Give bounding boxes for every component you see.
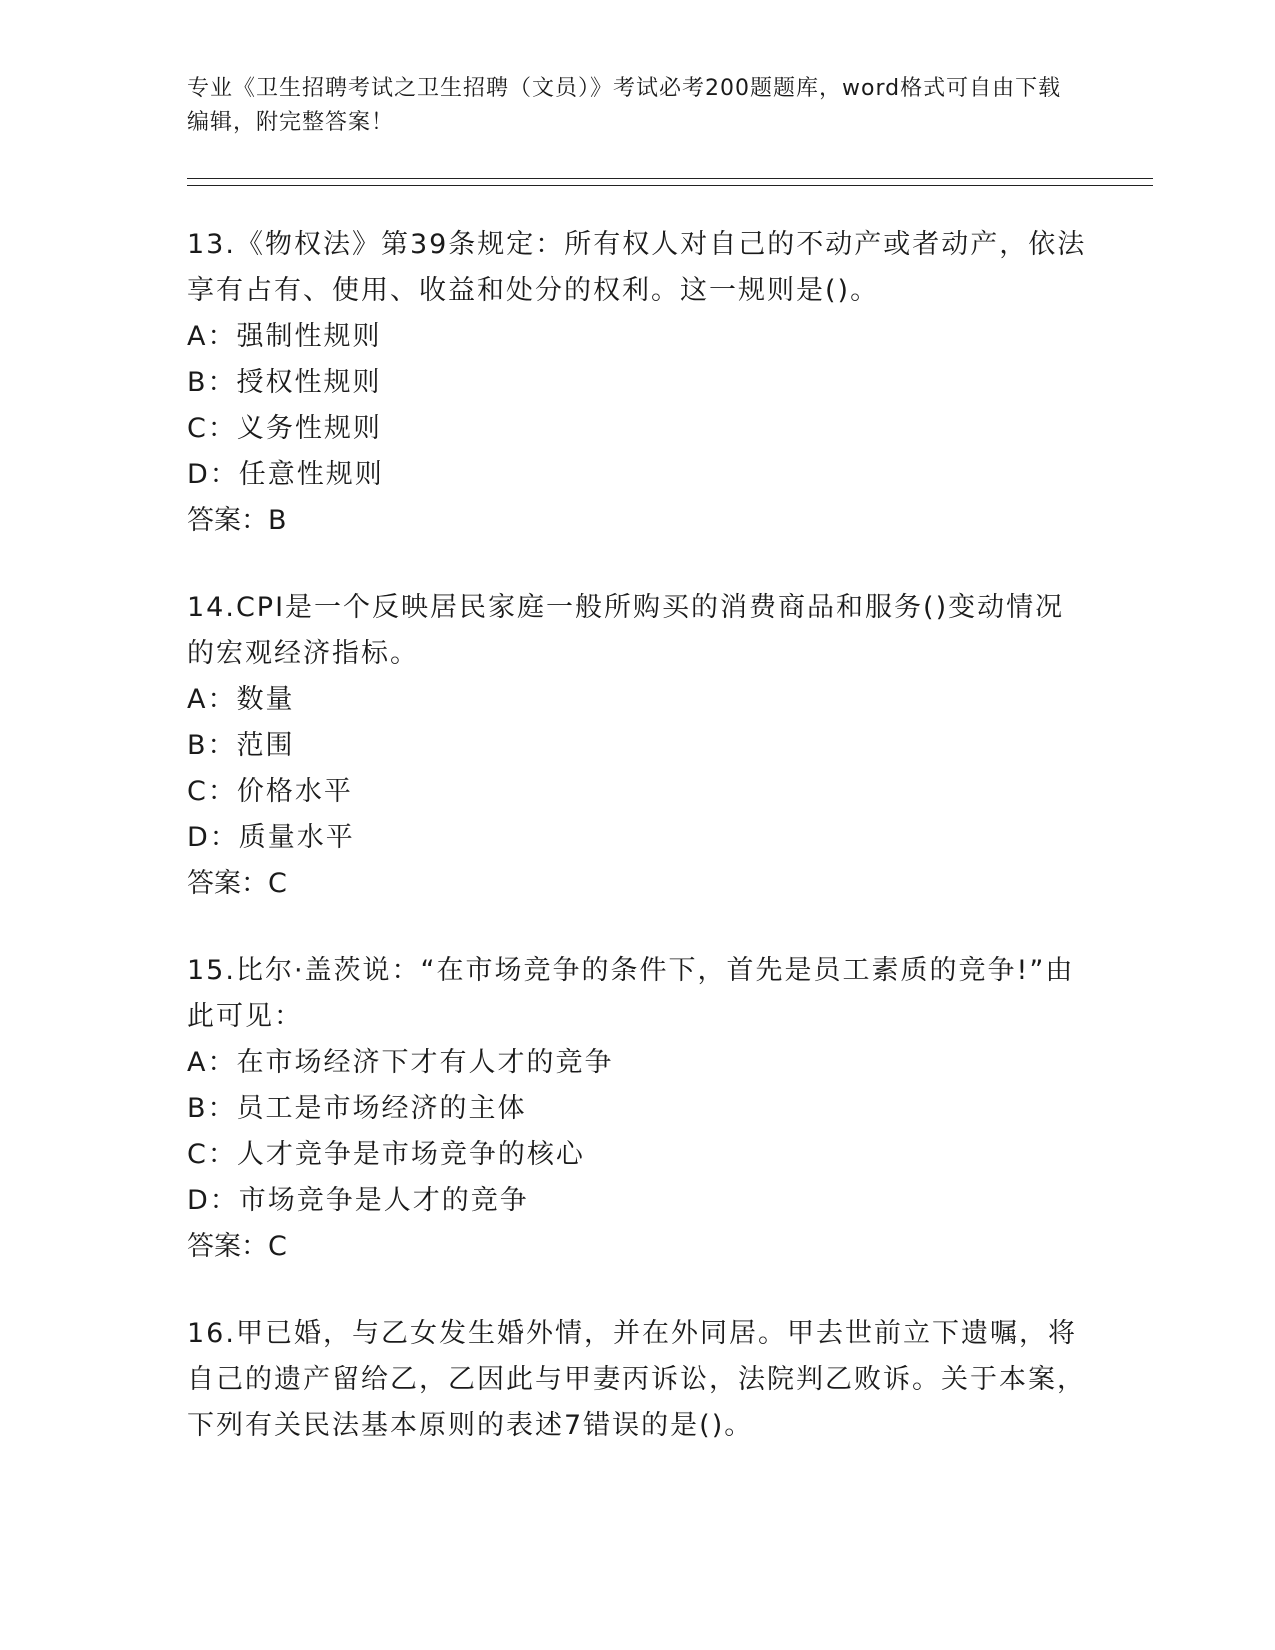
question-13 <box>187 222 1087 544</box>
answer-line: 答案：C <box>187 1231 287 1262</box>
question-stem: 14.CPI是一个反映居民家庭一般所购买的消费商品和服务()变动情况的宏观经济指标。 <box>187 592 1065 669</box>
question-stem: 13.《物权法》第39条规定：所有权人对自己的不动产或者动产，依法享有占有、使用、收益和处分的权利。这一规则是()。 <box>187 229 1087 306</box>
option-d: D：市场竞争是人才的竞争 <box>187 1185 529 1216</box>
option-a: A：强制性规则 <box>187 321 382 352</box>
option-b: B：授权性规则 <box>187 367 382 398</box>
question-stem: 15.比尔·盖茨说：“在市场竞争的条件下，首先是员工素质的竞争!”由此可见： <box>187 955 1075 1032</box>
option-b: B：员工是市场经济的主体 <box>187 1093 527 1124</box>
option-d: D：任意性规则 <box>187 459 384 490</box>
option-b: B：范围 <box>187 730 295 761</box>
option-d: D：质量水平 <box>187 822 355 853</box>
option-a: A：数量 <box>187 684 295 715</box>
option-c: C：人才竞争是市场竞争的核心 <box>187 1139 585 1170</box>
answer-line: 答案：B <box>187 505 287 536</box>
option-c: C：价格水平 <box>187 776 353 807</box>
question-15 <box>187 948 1087 1270</box>
question-stem: 16.甲已婚，与乙女发生婚外情，并在外同居。甲去世前立下遗嘱，将自己的遗产留给乙，乙因此与甲妻丙诉讼，法院判乙败诉。关于本案，下列有关民法基本原则的表述7错误的是()。 <box>187 1318 1086 1441</box>
document-header: 专业《卫生招聘考试之卫生招聘（文员）》考试必考200题题库，word格式可自由下载编辑，附完整答案！ <box>187 76 1062 135</box>
answer-line: 答案：C <box>187 868 287 899</box>
option-c: C：义务性规则 <box>187 413 382 444</box>
question-14 <box>187 585 1087 907</box>
question-16 <box>187 1311 1087 1449</box>
header-divider <box>187 178 1153 186</box>
option-a: A：在市场经济下才有人才的竞争 <box>187 1047 614 1078</box>
